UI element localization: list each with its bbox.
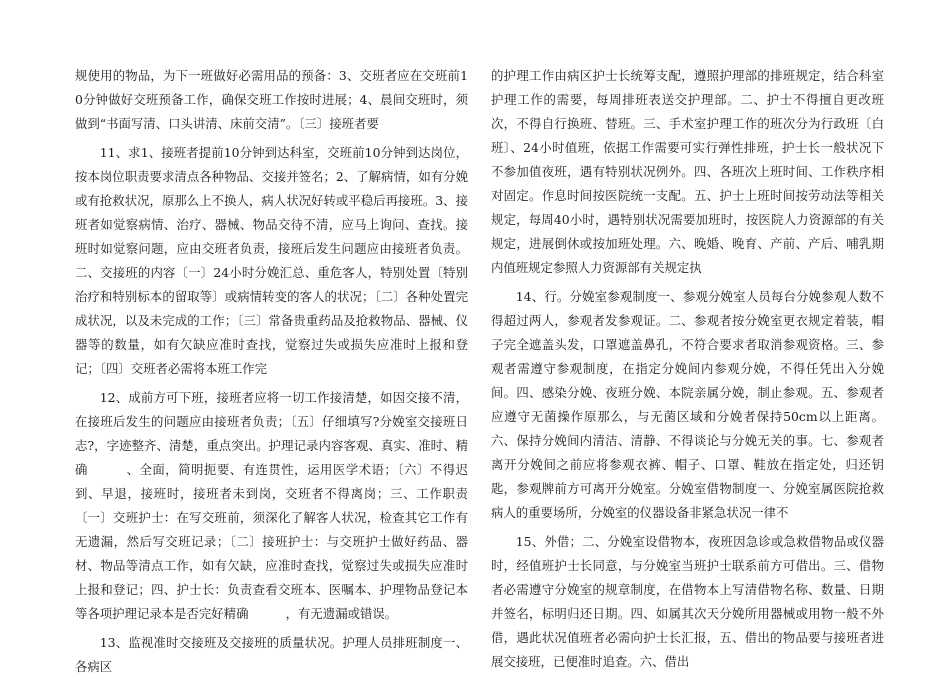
paragraph: 12、成前方可下班，接班者应将一切工作接清楚，如因交接不清，在接班后发生的问题应由接班者负责；〔五〕仔细填写?分娩室交接班日志?，字迹整齐、清楚，重点突出。护理记录内容客观、真实、准时、精确 、全面，简明扼要、有连贯性，运用医学术语；〔六〕不得迟到、早退，接班时，接班者未到岗，交班者不得离岗；三、工作职责〔一〕交班护士：在写交班前，须深化了解客人状况，检查其它工作有无遗漏，然后写交班记录；〔二〕接班护士：与交班护士做好药品、器材、物品等清点工作，如有欠缺，应准时查找，觉察过失或损失应准时上报和登记；四、护士长：负责查看交班本、医嘱本、护理物品登记本等各项护理记录本是否完好精确 ，有无遗漏或错误。 [75,390,468,621]
paragraph: 15、外借；二、分娩室设借物本，夜班因急诊或急救借物品或仪器时，经值班护士长同意，与分娩室当班护士联系前方可借出。三、借物者必需遵守分娩室的规章制度，在借物本上写清借物名称、数量、日期并签名，标明归还日期。四、如属其次天分娩所用器械或用物一般不外借，遇此状况值班者必需向护士长汇报，五、借出的物品要与接班者进展交接班，已便准时追查。六、借出 [491,534,884,669]
right-column [491,64,884,679]
paragraph: 13、监视准时交接班及交接班的质量状况。护理人员排班制度一、各病区 [75,635,468,674]
paragraph: 规使用的物品，为下一班做好必需用品的预备：3、交班者应在交班前10分钟做好交班预备工作，确保交班工作按时进展；4、晨间交班时，须做到“书面写清、口头讲清、床前交清”。〔三〕接班者要 [75,68,468,131]
left-column [75,64,468,684]
paragraph: 的护理工作由病区护士长统筹支配，遵照护理部的排班规定，结合科室护理工作的需要，每周排班表送交护理部。二、护士不得擅自更改班次，不得自行换班、替班。三、手术室护理工作的班次分为行政班〔白班〕、24小时值班，依据工作需要可实行弹性排班，护士长一般状况下不参加值夜班，遇有特别状况例外。四、各班次上班时间、工作秩序相对固定。作息时间按医院统一支配。五、护士上班时间按劳动法等相关规定，每周40小时，遇特别状况需要加班时，按医院人力资源部的有关规定，进展倒休或按加班处理。六、晚婚、晚育、产前、产后、哺乳期内值班规定参照人力资源部有关规定执 [491,68,884,275]
paragraph: 11、求1、接班者提前10分钟到达科室，交班前10分钟到达岗位，按本岗位职责要求清点各种物品、交接并签名；2、了解病情，如有分娩或有抢救状况，原那么上不换人，病人状况好转或平稳后再接班。3、接班者如觉察病情、治疗、器械、物品交待不清，应马上询问、查找。接班时如觉察问题，应由交班者负责，接班后发生问题应由接班者负责。二、交接班的内容〔一〕24小时分娩汇总、重危客人，特别处置〔特别治疗和特别标本的留取等〕或病情转变的客人的状况；〔二〕各种处置完成状况，以及未完成的工作；〔三〕常备贵重药品及抢救物品、器械、仪器等的数量，如有欠缺应准时查找，觉察过失或损失应准时上报和登记；〔四〕交班者必需将本班工作完 [75,145,468,376]
paragraph: 14、行。分娩室参观制度一、参观分娩室人员每台分娩参观人数不得超过两人，参观者发参观证。二、参观者按分娩室更衣规定着装，帽子完全遮盖头发，口罩遮盖鼻孔，不符合要求者取消参观资格。三、参观者需遵守参观制度，在指定分娩间内参观分娩，不得任凭出入分娩间。四、感染分娩、夜班分娩、本院亲属分娩，制止参观。五、参观者应遵守无菌操作原那么，与无菌区域和分娩者保持50cm以上距离。六、保持分娩间内清洁、清静、不得谈论与分娩无关的事。七、参观者离开分娩间之前应将参观衣裤、帽子、口罩、鞋放在指定处，归还钥匙，参观牌前方可离开分娩室。分娩室借物制度一、分娩室属医院抢救病人的重要场所，分娩室的仪器设备非紧急状况一律不 [491,289,884,520]
